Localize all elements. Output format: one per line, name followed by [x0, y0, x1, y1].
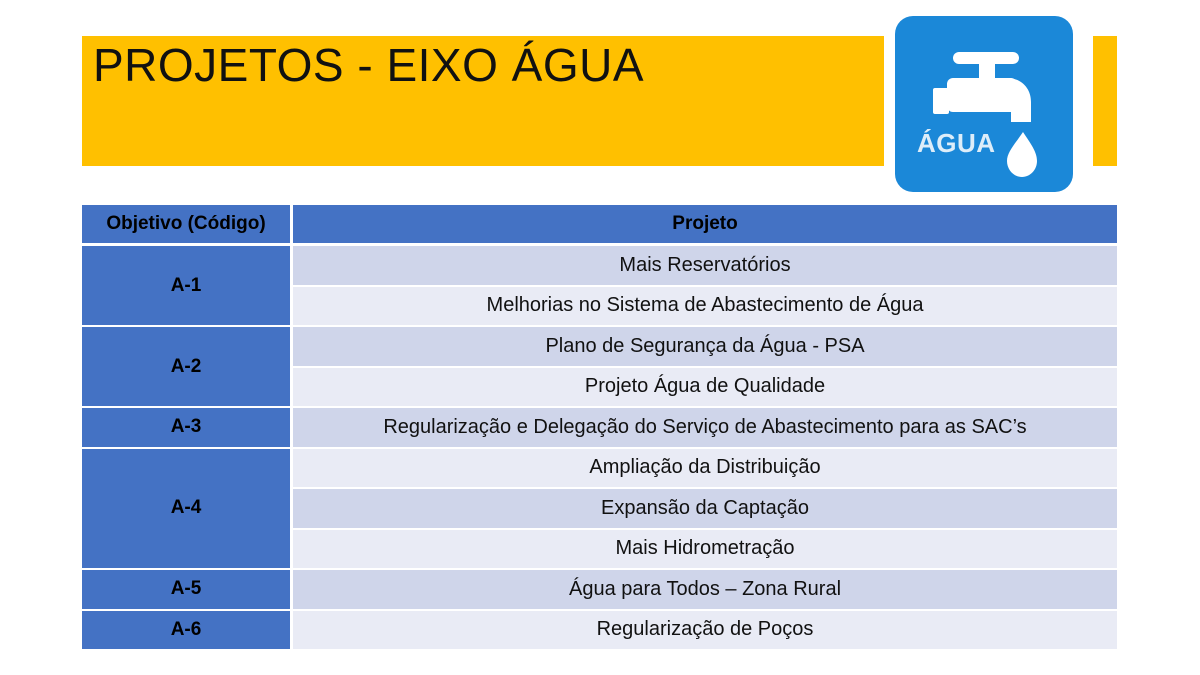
page-title: PROJETOS - EIXO ÁGUA	[93, 39, 645, 91]
project-cell: Regularização e Delegação do Serviço de Abastecimento para as SAC’s	[293, 408, 1117, 449]
agua-tile-label: ÁGUA	[917, 128, 996, 158]
table-row	[82, 246, 1117, 287]
table-row	[82, 449, 1117, 490]
objective-code: A-1	[82, 246, 293, 327]
table-row	[82, 327, 1117, 368]
projects-table	[82, 205, 1117, 649]
project-cell: Melhorias no Sistema de Abastecimento de Água	[293, 287, 1117, 328]
table-header-row	[82, 205, 1117, 246]
project-cell: Plano de Segurança da Água - PSA	[293, 327, 1117, 368]
agua-tile	[895, 16, 1073, 192]
project-cell: Regularização de Poços	[293, 611, 1117, 650]
objective-code: A-4	[82, 449, 293, 571]
objective-code: A-6	[82, 611, 293, 650]
table-row	[82, 570, 1117, 611]
water-tap-icon	[895, 16, 1073, 192]
project-cell: Mais Hidrometração	[293, 530, 1117, 571]
project-cell: Ampliação da Distribuição	[293, 449, 1117, 490]
header-project: Projeto	[293, 205, 1117, 246]
project-cell: Projeto Água de Qualidade	[293, 368, 1117, 409]
title-banner-tail	[1093, 36, 1117, 166]
header-objective: Objetivo (Código)	[82, 205, 293, 246]
table-row	[82, 611, 1117, 650]
project-cell: Água para Todos – Zona Rural	[293, 570, 1117, 611]
project-cell: Expansão da Captação	[293, 489, 1117, 530]
objective-code: A-3	[82, 408, 293, 449]
objective-code: A-2	[82, 327, 293, 408]
table-row	[82, 408, 1117, 449]
objective-code: A-5	[82, 570, 293, 611]
project-cell: Mais Reservatórios	[293, 246, 1117, 287]
